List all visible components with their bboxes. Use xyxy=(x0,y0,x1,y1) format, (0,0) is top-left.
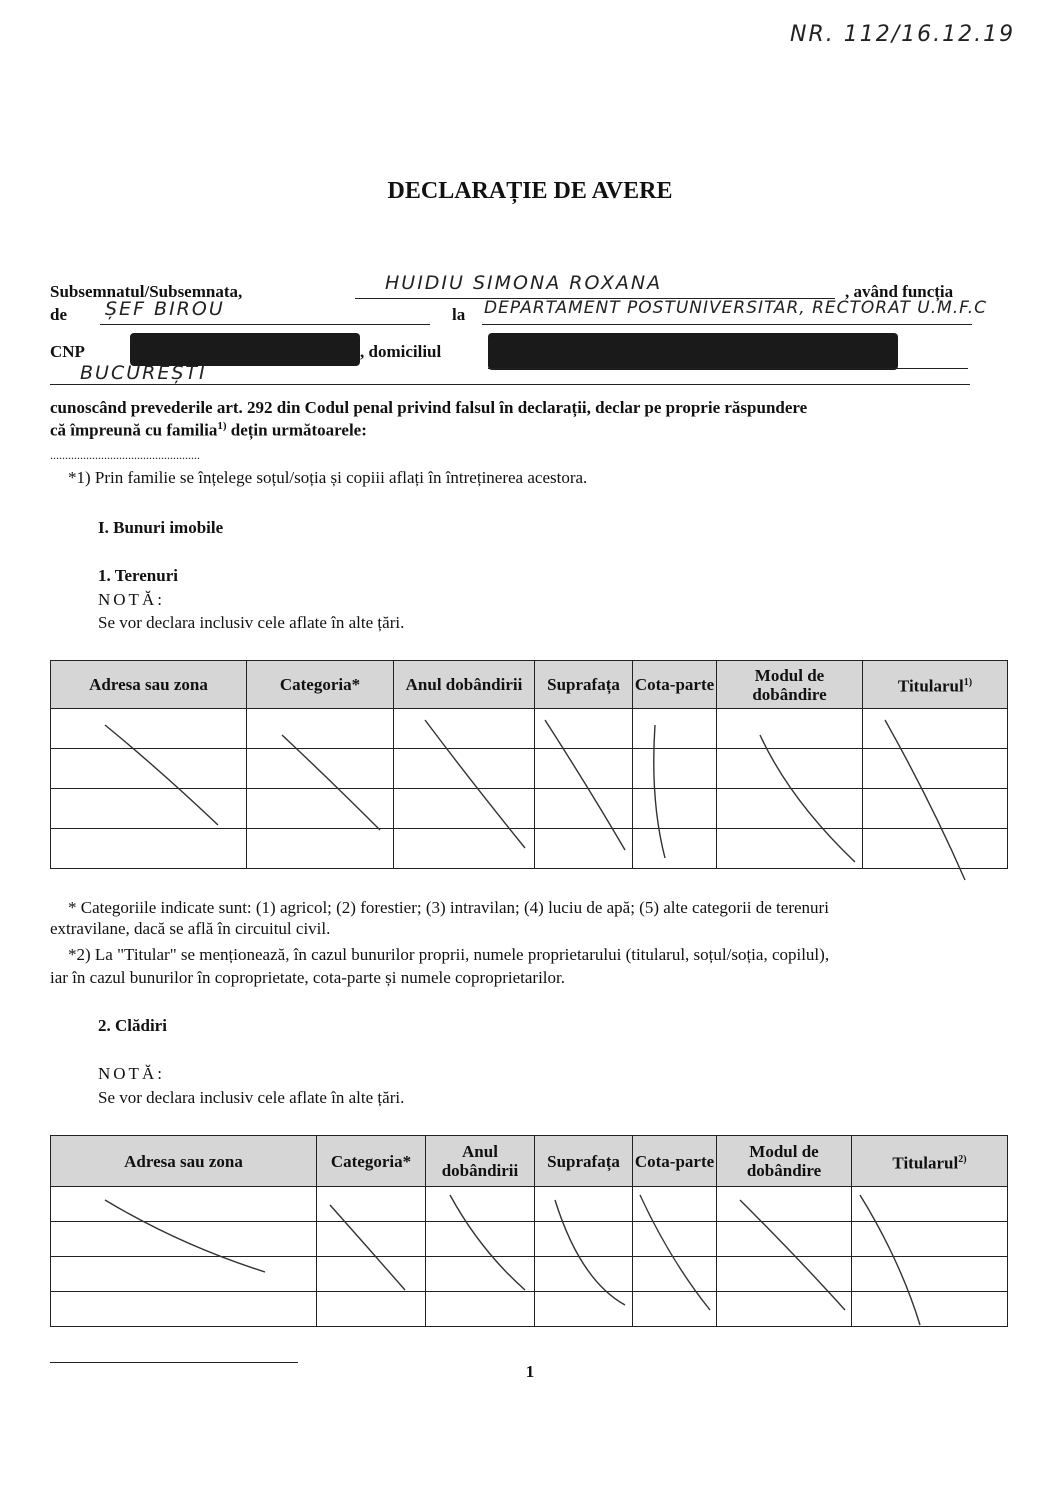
buildings-table xyxy=(50,1135,1008,1327)
note-categories-cont: extravilane, dacă se află în circuitul civil. xyxy=(50,919,331,938)
col-share: Cota-parte xyxy=(633,661,717,709)
table-row xyxy=(51,1222,1008,1257)
label-domicile: , domiciliul xyxy=(360,342,442,361)
col-year: Anul dobândirii xyxy=(426,1136,535,1187)
col-owner: Titularul$^{1)}$ xyxy=(863,661,1008,709)
nota-label-2: NOTĂ: xyxy=(98,1064,165,1083)
subsection-heading-buildings: 2. Clădiri xyxy=(98,1016,167,1035)
note-titular-cont: iar în cazul bunurilor în coproprietate, cota-parte și numele coproprietarilor. xyxy=(50,968,565,987)
registration-note: NR. 112/16.12.19 xyxy=(790,22,1016,47)
col-category: Categoria* xyxy=(247,661,394,709)
section-heading: I. Bunuri imobile xyxy=(98,518,224,537)
workplace-field: DEPARTAMENT POSTUNIVERSITAR, RECTORAT U.M.F.C xyxy=(484,298,988,318)
function-field: ȘEF BIROU xyxy=(105,298,225,320)
table-row xyxy=(51,709,1008,749)
nota-label: NOTĂ: xyxy=(98,590,165,609)
label-cnp: CNP xyxy=(50,342,85,361)
land-table xyxy=(50,660,1008,869)
col-area: Suprafața xyxy=(535,661,633,709)
dotted-separator: .................................................. xyxy=(50,448,200,462)
subsection-heading: 1. Terenuri xyxy=(98,566,178,585)
col-address: Adresa sau zona xyxy=(51,661,247,709)
col-area: Suprafața xyxy=(535,1136,633,1187)
statement-line-1: cunoscând prevederile art. 292 din Codul penal privind falsul în declarații, declar pe proprie răspundere xyxy=(50,398,808,417)
statement-line-2: că împreună cu familia$^{1)}$ dețin următoarele: xyxy=(50,420,367,440)
page-number: 1 xyxy=(525,1362,535,1381)
footnote-family: *1) Prin familie se înțelege soțul/soția și copiii aflați în întreținerea acestora. xyxy=(68,468,588,487)
col-category: Categoria* xyxy=(317,1136,426,1187)
page-title: DECLARAȚIE DE AVERE xyxy=(387,178,673,204)
label-la: la xyxy=(452,305,466,324)
col-owner: Titularul$^{2)}$ xyxy=(852,1136,1008,1187)
table-row xyxy=(51,1292,1008,1327)
table-row xyxy=(51,1187,1008,1222)
col-acquisition-mode: Modul de dobândire xyxy=(717,661,863,709)
table-row xyxy=(51,829,1008,869)
table-row xyxy=(51,749,1008,789)
note-categories: * Categoriile indicate sunt: (1) agricol; (2) forestier; (3) intravilan; (4) luciu de apă; (5) alte categorii de terenuri xyxy=(68,898,829,917)
label-name: Subsemnatul/Subsemnata, xyxy=(50,282,243,301)
col-share: Cota-parte xyxy=(633,1136,717,1187)
col-year: Anul dobândirii xyxy=(394,661,535,709)
label-de: de xyxy=(50,305,67,324)
label-function: , având funcția xyxy=(845,282,954,301)
col-address: Adresa sau zona xyxy=(51,1136,317,1187)
name-field: HUIDIU SIMONA ROXANA xyxy=(385,272,663,294)
table-row xyxy=(51,1257,1008,1292)
redacted-address xyxy=(488,333,898,370)
col-acquisition-mode: Modul de dobândire xyxy=(717,1136,852,1187)
table-row xyxy=(51,789,1008,829)
nota-text: Se vor declara inclusiv cele aflate în alte țări. xyxy=(98,613,405,632)
domicile-field: BUCUREȘTI xyxy=(80,362,207,384)
note-titular: *2) La "Titular" se menționează, în cazul bunurilor proprii, numele proprietarului (titularul, soțul/soția, copilul), xyxy=(68,945,830,964)
nota-text-2: Se vor declara inclusiv cele aflate în alte țări. xyxy=(98,1088,405,1107)
